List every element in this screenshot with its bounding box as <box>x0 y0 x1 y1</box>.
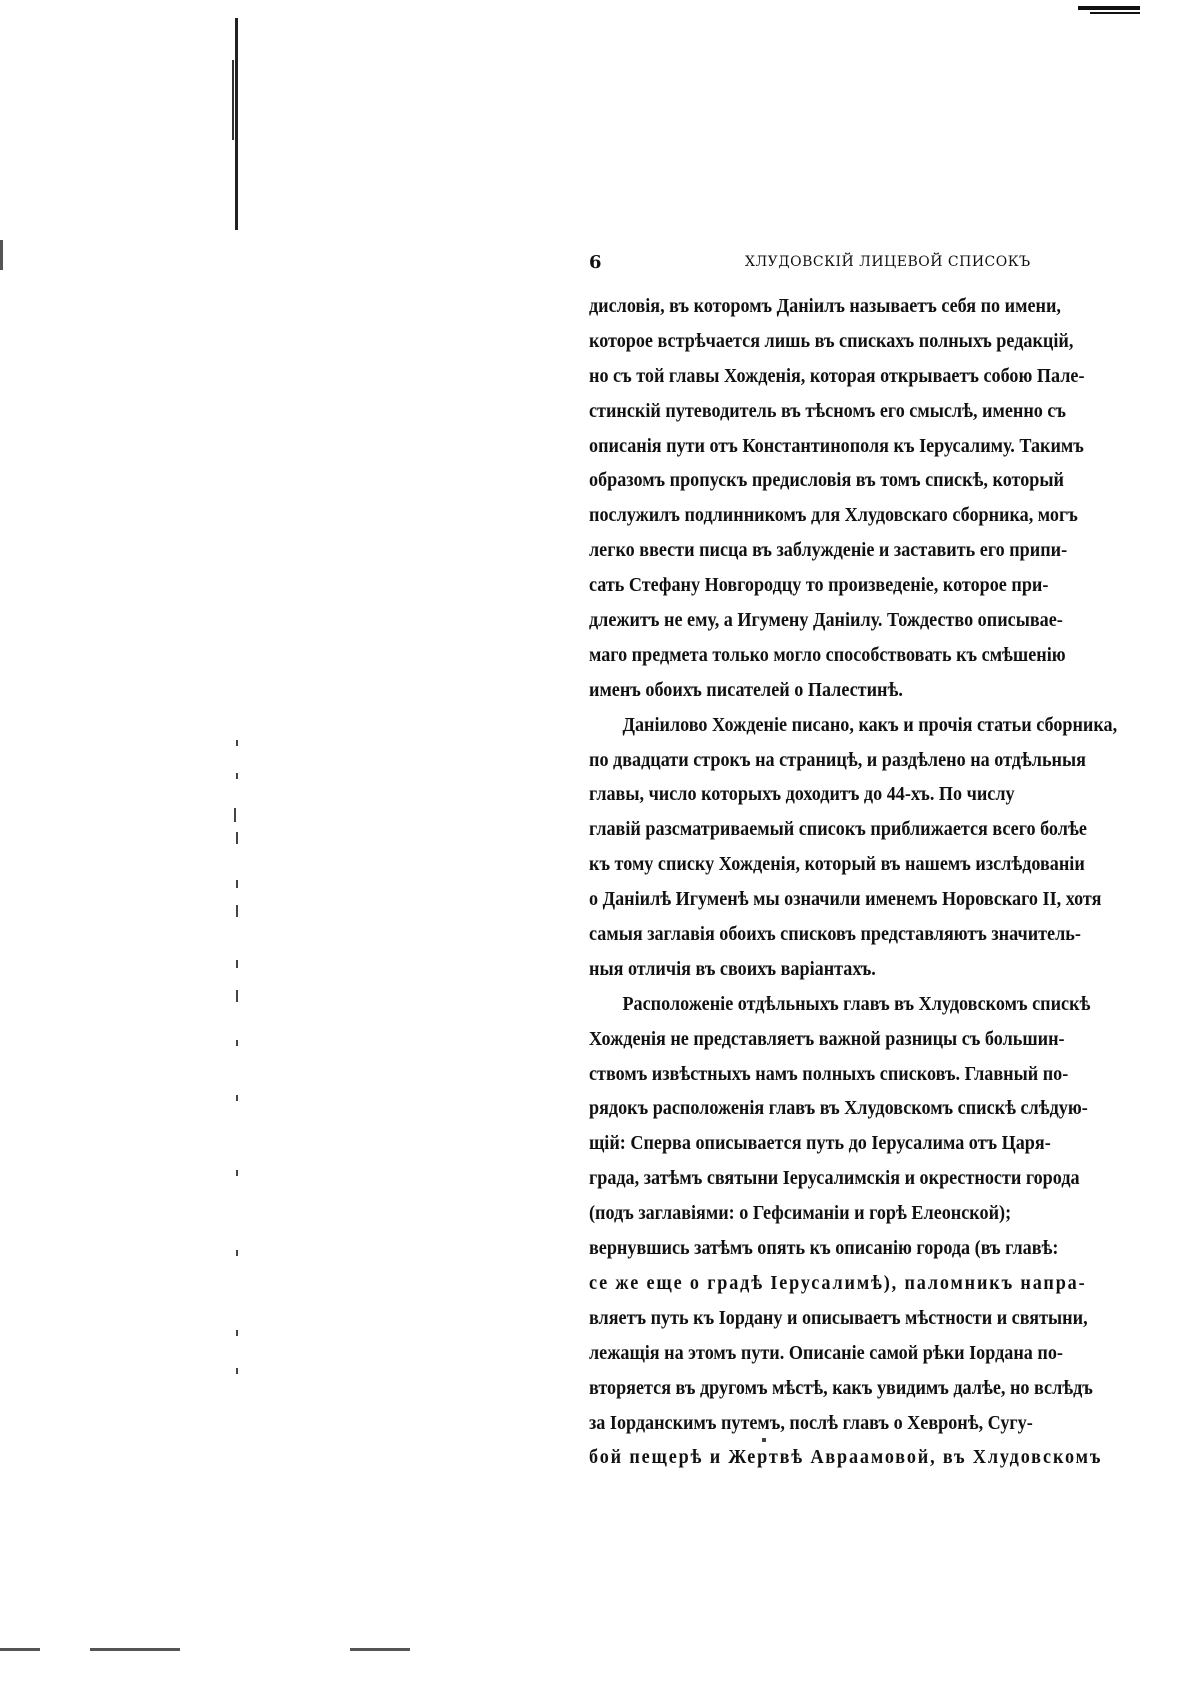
text-line: вернувшись затѣмъ опять къ описанію города (въ главѣ: <box>589 1238 1059 1260</box>
text-line: вляетъ путь къ Іордану и описываетъ мѣстности и святыни, <box>589 1307 1088 1329</box>
text-line: которое встрѣчается лишь въ спискахъ полныхъ редакцій, <box>589 330 1074 352</box>
text-line: главій разсматриваемый списокъ приближается всего болѣе <box>589 819 1087 841</box>
binding-line <box>232 60 234 140</box>
scan-speck <box>236 880 238 888</box>
text-line: описанія пути отъ Константинополя къ Іерусалиму. Такимъ <box>589 435 1084 457</box>
scan-bottom-edge <box>0 1648 1140 1654</box>
text-line: лежащія на этомъ пути. Описаніе самой рѣки Іордана по- <box>589 1342 1063 1364</box>
text-line: но съ той главы Хожденія, которая открываетъ собою Пале- <box>589 365 1085 387</box>
scan-speck <box>236 1250 238 1256</box>
text-line: о Даніилѣ Игуменѣ мы означили именемъ Норовскаго II, хотя <box>589 889 1102 911</box>
page-number: 6 <box>589 252 602 273</box>
scan-speck <box>236 990 238 1002</box>
scan-speck <box>236 905 238 917</box>
scan-speck <box>236 740 238 746</box>
text-line: за Іорданскимъ путемъ, послѣ главъ о Хевронѣ, Сугу- <box>589 1412 1033 1434</box>
text-line: длежитъ не ему, а Игумену Даніилу. Тождество описывае- <box>589 610 1063 632</box>
text-line: дисловія, въ которомъ Даніилъ называетъ себя по имени, <box>589 296 1061 317</box>
text-line: послужилъ подлинникомъ для Хлудовскаго сборника, могъ <box>589 505 1078 527</box>
scan-edge-mark <box>90 1648 180 1651</box>
text-line: Хожденія не представляетъ важной разницы съ большин- <box>589 1028 1065 1050</box>
scan-speck <box>234 808 236 822</box>
scan-edge-mark <box>0 240 3 270</box>
scan-edge-mark <box>350 1648 410 1651</box>
text-line: самыя заглавія обоихъ списковъ представляютъ значитель- <box>589 924 1081 946</box>
text-line: бой пещерѣ и Жертвѣ Авраамовой, въ Хлудовскомъ <box>589 1447 1103 1469</box>
text-line: се же еще о градѣ Іерусалимѣ), паломникъ напра- <box>589 1272 1087 1294</box>
text-line: щій: Сперва описывается путь до Іерусалима отъ Царя- <box>589 1133 1051 1155</box>
text-line: града, затѣмъ святыни Іерусалимскія и окрестности города <box>589 1168 1080 1190</box>
text-line: стинскій путеводитель въ тѣсномъ его смыслѣ, именно съ <box>589 400 1067 422</box>
text-line: рядокъ расположенія главъ въ Хлудовскомъ спискѣ слѣдую- <box>589 1098 1088 1120</box>
body-text <box>589 290 1189 1469</box>
text-line: ствомъ извѣстныхъ намъ полныхъ списковъ. Главный по- <box>589 1063 1069 1085</box>
paragraph-start-line: Даніилово Хожденіе писано, какъ и прочія статьи сборника, <box>622 714 1118 736</box>
binding-line <box>235 18 238 230</box>
scan-speck <box>236 1095 238 1101</box>
text-line: именъ обоихъ писателей о Палестинѣ. <box>589 679 903 701</box>
paragraph-start-line: Расположеніе отдѣльныхъ главъ въ Хлудовскомъ спискѣ <box>622 993 1091 1015</box>
scan-edge-mark <box>1090 12 1140 14</box>
scan-speck <box>236 1368 238 1374</box>
running-head <box>589 252 1149 278</box>
scan-speck <box>236 832 238 844</box>
text-line: главы, число которыхъ доходитъ до 44-хъ. По числу <box>589 784 1015 806</box>
scan-speck <box>236 1040 238 1046</box>
text-line: маго предмета только могло способствовать къ смѣшенію <box>589 644 1066 666</box>
text-line: къ тому списку Хожденія, который въ нашемъ изслѣдованіи <box>589 854 1085 876</box>
text-line: вторяется въ другомъ мѣстѣ, какъ увидимъ далѣе, но вслѣдъ <box>589 1377 1093 1399</box>
scan-edge-mark <box>0 1648 40 1651</box>
scan-speck <box>236 773 238 779</box>
running-title: ХЛУДОВСКІЙ ЛИЦЕВОЙ СПИСОКЪ <box>745 254 1031 270</box>
scan-speck <box>236 960 238 968</box>
scan-speck <box>236 1330 238 1336</box>
text-line: ныя отличія въ своихъ варіантахъ. <box>589 958 876 980</box>
text-line: по двадцати строкъ на страницѣ, и раздѣлено на отдѣльныя <box>589 749 1086 771</box>
text-line: образомъ пропускъ предисловія въ томъ спискѣ, который <box>589 470 1064 492</box>
text-line: сать Стефану Новгородцу то произведеніе, которое при- <box>589 575 1049 597</box>
scan-speck <box>236 1170 238 1176</box>
scan-edge-mark <box>1078 6 1140 10</box>
text-line: (подъ заглавіями: о Гефсиманіи и горѣ Елеонской); <box>589 1203 1012 1225</box>
text-line: легко ввести писца въ заблужденіе и заставить его припи- <box>589 540 1068 562</box>
